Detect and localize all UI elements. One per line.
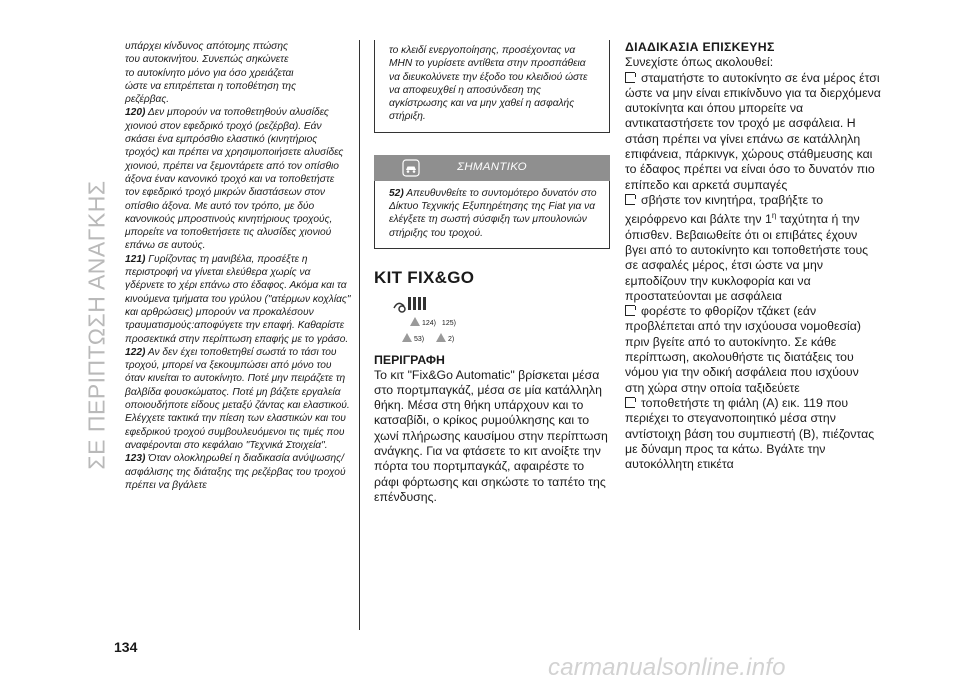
important-header bbox=[374, 155, 610, 181]
page-number: 134 bbox=[114, 639, 138, 655]
ref-2: 2) bbox=[447, 336, 455, 344]
environment-icon bbox=[436, 333, 446, 342]
col1-line: το αυτοκίνητο μόνο για όσο χρειάζεται bbox=[125, 67, 294, 79]
procedure-title: ΔΙΑΔΙΚΑΣΙΑ ΕΠΙΣΚΕΥΗΣ bbox=[625, 40, 775, 54]
ref-125: 125) bbox=[441, 320, 456, 328]
warning-triangle-icon bbox=[410, 317, 420, 326]
note-122-text: Αν δεν έχει τοποθετηθεί σωστά το τάσι του τροχού, μπορεί να ξεκουμπώσει από μόνο του όταν κινείται το αυτοκίνητο. Ποτέ μην πειράζετε τη βαλβίδα φουσκώματος. Ποτέ μη βάζετε εργαλεία οποιουδήποτε είδους μεταξύ ζάντας και ελαστικού. Ελέγχετε τακτικά την πίεση των ελαστικών και του εφεδρικού τροχού συμβουλευόμενοι τις τιμές που αναφέρονται στο κεφάλαιο "Τεχνικά Στοιχεία". bbox=[125, 346, 350, 451]
warning-triangle-icon bbox=[402, 333, 412, 342]
col1-line: του αυτοκινήτου. Συνεπώς σηκώνετε bbox=[125, 54, 289, 66]
note-122 bbox=[125, 346, 351, 452]
note-52-number: 52) bbox=[389, 187, 404, 199]
note-120-text: Δεν μπορούν να τοποθετηθούν αλυσίδες χιονιού στον εφεδρικό τροχό (ρεζέρβα). Εάν σκάσει ένα εμπρόσθιο ελαστικό (κινητήριος τροχός) και πρέπει να χρησιμοποιήσετε αλυσίδες χιονιού, πρέπει να ξεμοντάρετε από τον οπίσθιο άξονα έναν κανονικό τροχό και να τοποθετήστε τον εφεδρικό τροχό μικρών διαστάσεων στον οπίσθιο άξονα. Με αυτό τον τρόπο, με δύο κανονικούς μπροστινούς κινητήριους τροχούς, μπορείτε να τοποθετήσετε τις αλυσίδες χιονιού επάνω σε αυτούς. bbox=[125, 107, 344, 252]
col1-line: υπάρχει κίνδυνος απότομης πτώσης bbox=[125, 41, 288, 52]
note-120 bbox=[125, 106, 351, 252]
watermark: carmanualsonline.info bbox=[548, 654, 786, 681]
warning-continuation-box bbox=[374, 40, 610, 133]
procedure-step-2-sup: η bbox=[771, 211, 777, 221]
important-box bbox=[374, 181, 610, 249]
note-121-number: 121) bbox=[125, 253, 146, 265]
note-120-number: 120) bbox=[125, 107, 146, 119]
step-bullet-icon bbox=[625, 397, 635, 408]
important-label: ΣΗΜΑΝΤΙΚΟ bbox=[457, 160, 527, 173]
reference-row-3 bbox=[436, 333, 454, 346]
step-bullet-icon bbox=[625, 194, 635, 205]
description-title: ΠΕΡΙΓΡΑΦΗ bbox=[374, 353, 445, 368]
ref-53: 53) bbox=[413, 336, 425, 344]
procedure-step-1 bbox=[625, 71, 881, 193]
note-121-text: Γυρίζοντας τη μανιβέλα, προσέξτε η περιστροφή να γίνεται ελεύθερα χωρίς να γδέρνετε το χέρι επάνω στο έδαφος. Ακόμα και τα κινούμενα τμήματα του γρύλου ("ατέρμων κοχλίας" και αρθρώσεις) μπορούν να προκαλέσουν τραυματισμούς:αποφύγετε την επαφή. Καθαρίστε προσεκτικά στην περίπτωση επαφής με το γράσο. bbox=[125, 253, 351, 345]
procedure-intro: Συνεχίστε όπως ακολουθεί: bbox=[625, 55, 774, 70]
chapter-side-title-text: ΣΕ ΠΕΡΙΠΤΩΣΗ ΑΝΑΓΚΗΣ bbox=[83, 180, 110, 470]
warning-continuation-text: το κλειδί ενεργοποίησης, προσέχοντας να ΜΗΝ το γυρίσετε αντίθετα στην προσπάθεια να διευκολύνετε την έξοδο του κλειδιού ώστε να αποφευχθεί η αποσύνδεση της αγκίστρωσης και να μην χαθεί η ασφαλής στήριξη. bbox=[389, 45, 588, 123]
column-3 bbox=[625, 40, 881, 472]
note-123-text: Όταν ολοκληρωθεί η διαδικασία ανύψωσης/ασφάλισης της διάταξης της ρεζέρβας του τροχού πρέπει να βγάλετε bbox=[125, 453, 346, 491]
note-52 bbox=[389, 187, 599, 240]
note-121 bbox=[125, 253, 351, 346]
note-122-number: 122) bbox=[125, 346, 146, 358]
reference-icons bbox=[374, 294, 610, 350]
step-bullet-icon bbox=[625, 72, 635, 83]
procedure-step-4 bbox=[625, 396, 881, 472]
reference-row-1 bbox=[410, 317, 456, 330]
column-1 bbox=[125, 40, 360, 630]
procedure-step-3 bbox=[625, 304, 881, 396]
procedure-step-1-text: σταματήστε το αυτοκίνητο σε ένα μέρος έτσι ώστε να μην είναι επικίνδυνο για τα διερχόμενα αυτοκίνητα και όπου μπορείτε να αντικαταστήσετε τον τροχό με ασφάλεια. Η στάση πρέπει να γίνει επάνω σε κατάλληλη επιφάνεια, πάρκινγκ, χώρους στάθμευσης και το έδαφος πρέπει να είναι όσο το δυνατόν πιο επίπεδο και αρκετά συμπαγές bbox=[625, 70, 881, 192]
column-2 bbox=[374, 40, 610, 505]
col1-line: ρεζέρβας. bbox=[125, 94, 170, 106]
step-bullet-icon bbox=[625, 305, 635, 316]
procedure-step-2-text-a: σβήστε τον κινητήρα, τραβήξτε το χειρόφρενο και βάλτε την 1 bbox=[625, 192, 824, 227]
note-52-text: Απευθυνθείτε το συντομότερο δυνατόν στο Δίκτυο Τεχνικής Εξυπηρέτησης της Fiat για να ελέγξετε τη σωστή σύσφιξη των μπουλονιών στήριξης του τροχού. bbox=[389, 187, 597, 239]
procedure-step-3-text: φορέστε το φθορίζον τζάκετ (εάν προβλέπεται από την ισχύουσα νομοθεσία) πριν βγείτε από το αυτοκίνητο. Σε κάθε περίπτωση, ακολουθήστε τις διατάξεις του νόμου για την οδική ασφάλεια που ισχύουν στη χώρα στην οποία ταξιδεύετε bbox=[625, 304, 861, 395]
reference-row-2 bbox=[402, 333, 424, 346]
procedure-step-4-text: τοποθετήστε τη φιάλη (A) εικ. 119 που περιέχει το στεγανοποιητικό μέσα στην αντίστοιχη βάση του συμπιεστή (B), πιέζοντας με δύναμη προς τα κάτω. Βγάλτε την αυτοκόλλητη ετικέτα bbox=[625, 395, 875, 472]
col1-line: ώστε να επιτρέπεται η τοποθέτηση της bbox=[125, 80, 297, 92]
description-text: Το κιτ "Fix&Go Automatic" βρίσκεται μέσα στο πορτμπαγκάζ, μέσα σε μία κατάλληλη θήκη. Μέσα στη θήκη υπάρχουν και το κατσαβίδι, ο κρίκος ρυμούλκησης και το χωνί πλήρωσης καυσίμου στην περίπτωση ανάγκης. Για να φτάσετε το κιτ ανοίξτε την πόρτα του πορτμπαγκάζ, αφαιρέστε το ράφι φόρτωσης και σηκώστε το ταπέτο της επένδυσης. bbox=[374, 367, 608, 504]
procedure-step-2 bbox=[625, 193, 881, 304]
ref-124: 124) bbox=[421, 320, 436, 328]
chapter-side-title bbox=[84, 40, 110, 610]
procedure-step-2-text-b: ταχύτητα ή την όπισθεν. Βεβαιωθείτε ότι οι επιβάτες έχουν βγει από το αυτοκίνητο και τοποθετήστε τους σε ασφαλές μέρος, έτσι ώστε να μην εμποδίζουν την κυκλοφορία και να προστατεύονται με ασφάλεια bbox=[625, 212, 869, 303]
kit-title: KIT FIX&GO bbox=[374, 267, 475, 287]
note-123 bbox=[125, 452, 351, 492]
note-123-number: 123) bbox=[125, 453, 146, 465]
tyre-inflation-kit-icon bbox=[392, 294, 432, 314]
